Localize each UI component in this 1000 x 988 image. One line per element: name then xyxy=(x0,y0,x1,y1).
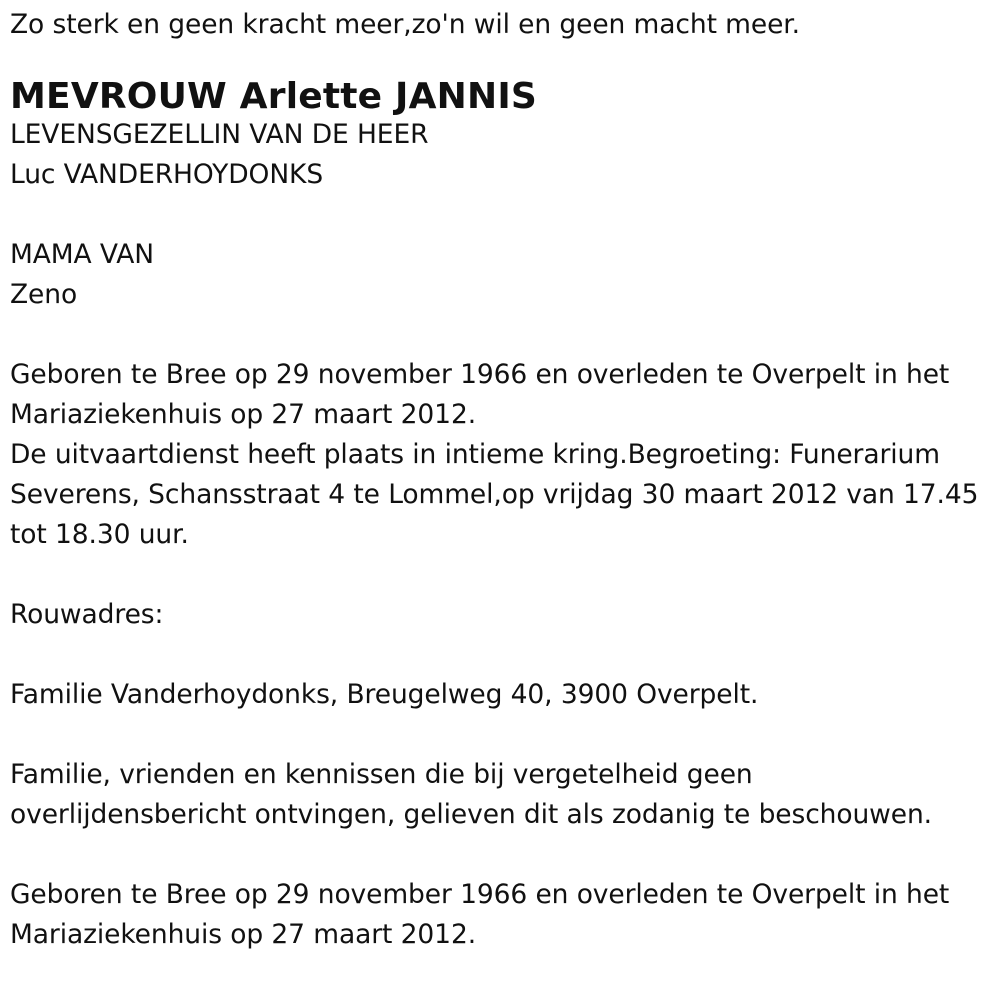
obituary-document xyxy=(10,0,985,955)
spacer xyxy=(10,715,985,755)
address-label: Rouwadres: xyxy=(10,599,164,630)
children-label: MAMA VAN xyxy=(10,239,154,270)
notice-line: Familie, vrienden en kennissen die bij vergetelheid geen xyxy=(10,759,753,790)
service-line: De uitvaartdienst heeft plaats in intieme kring.Begroeting: Funerarium xyxy=(10,439,940,470)
birth-death-line: Mariaziekenhuis op 27 maart 2012. xyxy=(10,399,477,430)
birth-death-line: Geboren te Bree op 29 november 1966 en overleden te Overpelt in het xyxy=(10,359,950,390)
service-line: Severens, Schansstraat 4 te Lommel,op vrijdag 30 maart 2012 van 17.45 xyxy=(10,479,979,510)
repeat-birth-death-line: Geboren te Bree op 29 november 1966 en overleden te Overpelt in het xyxy=(10,879,950,910)
spacer xyxy=(10,835,985,875)
spacer xyxy=(10,315,985,355)
relation-label: LEVENSGEZELLIN VAN DE HEER xyxy=(10,119,429,150)
spacer xyxy=(10,555,985,595)
partner-name: Luc VANDERHOYDONKS xyxy=(10,159,324,190)
notice-line: overlijdensbericht ontvingen, gelieven dit als zodanig te beschouwen. xyxy=(10,799,932,830)
spacer xyxy=(10,635,985,675)
service-line: tot 18.30 uur. xyxy=(10,519,189,550)
deceased-name: MEVROUW Arlette JANNIS xyxy=(10,76,538,117)
address-value: Familie Vanderhoydonks, Breugelweg 40, 3900 Overpelt. xyxy=(10,679,759,710)
children-names: Zeno xyxy=(10,279,78,310)
spacer xyxy=(10,195,985,235)
quote-text: Zo sterk en geen kracht meer,zo'n wil en geen macht meer. xyxy=(10,9,800,40)
repeat-birth-death-line: Mariaziekenhuis op 27 maart 2012. xyxy=(10,919,477,950)
